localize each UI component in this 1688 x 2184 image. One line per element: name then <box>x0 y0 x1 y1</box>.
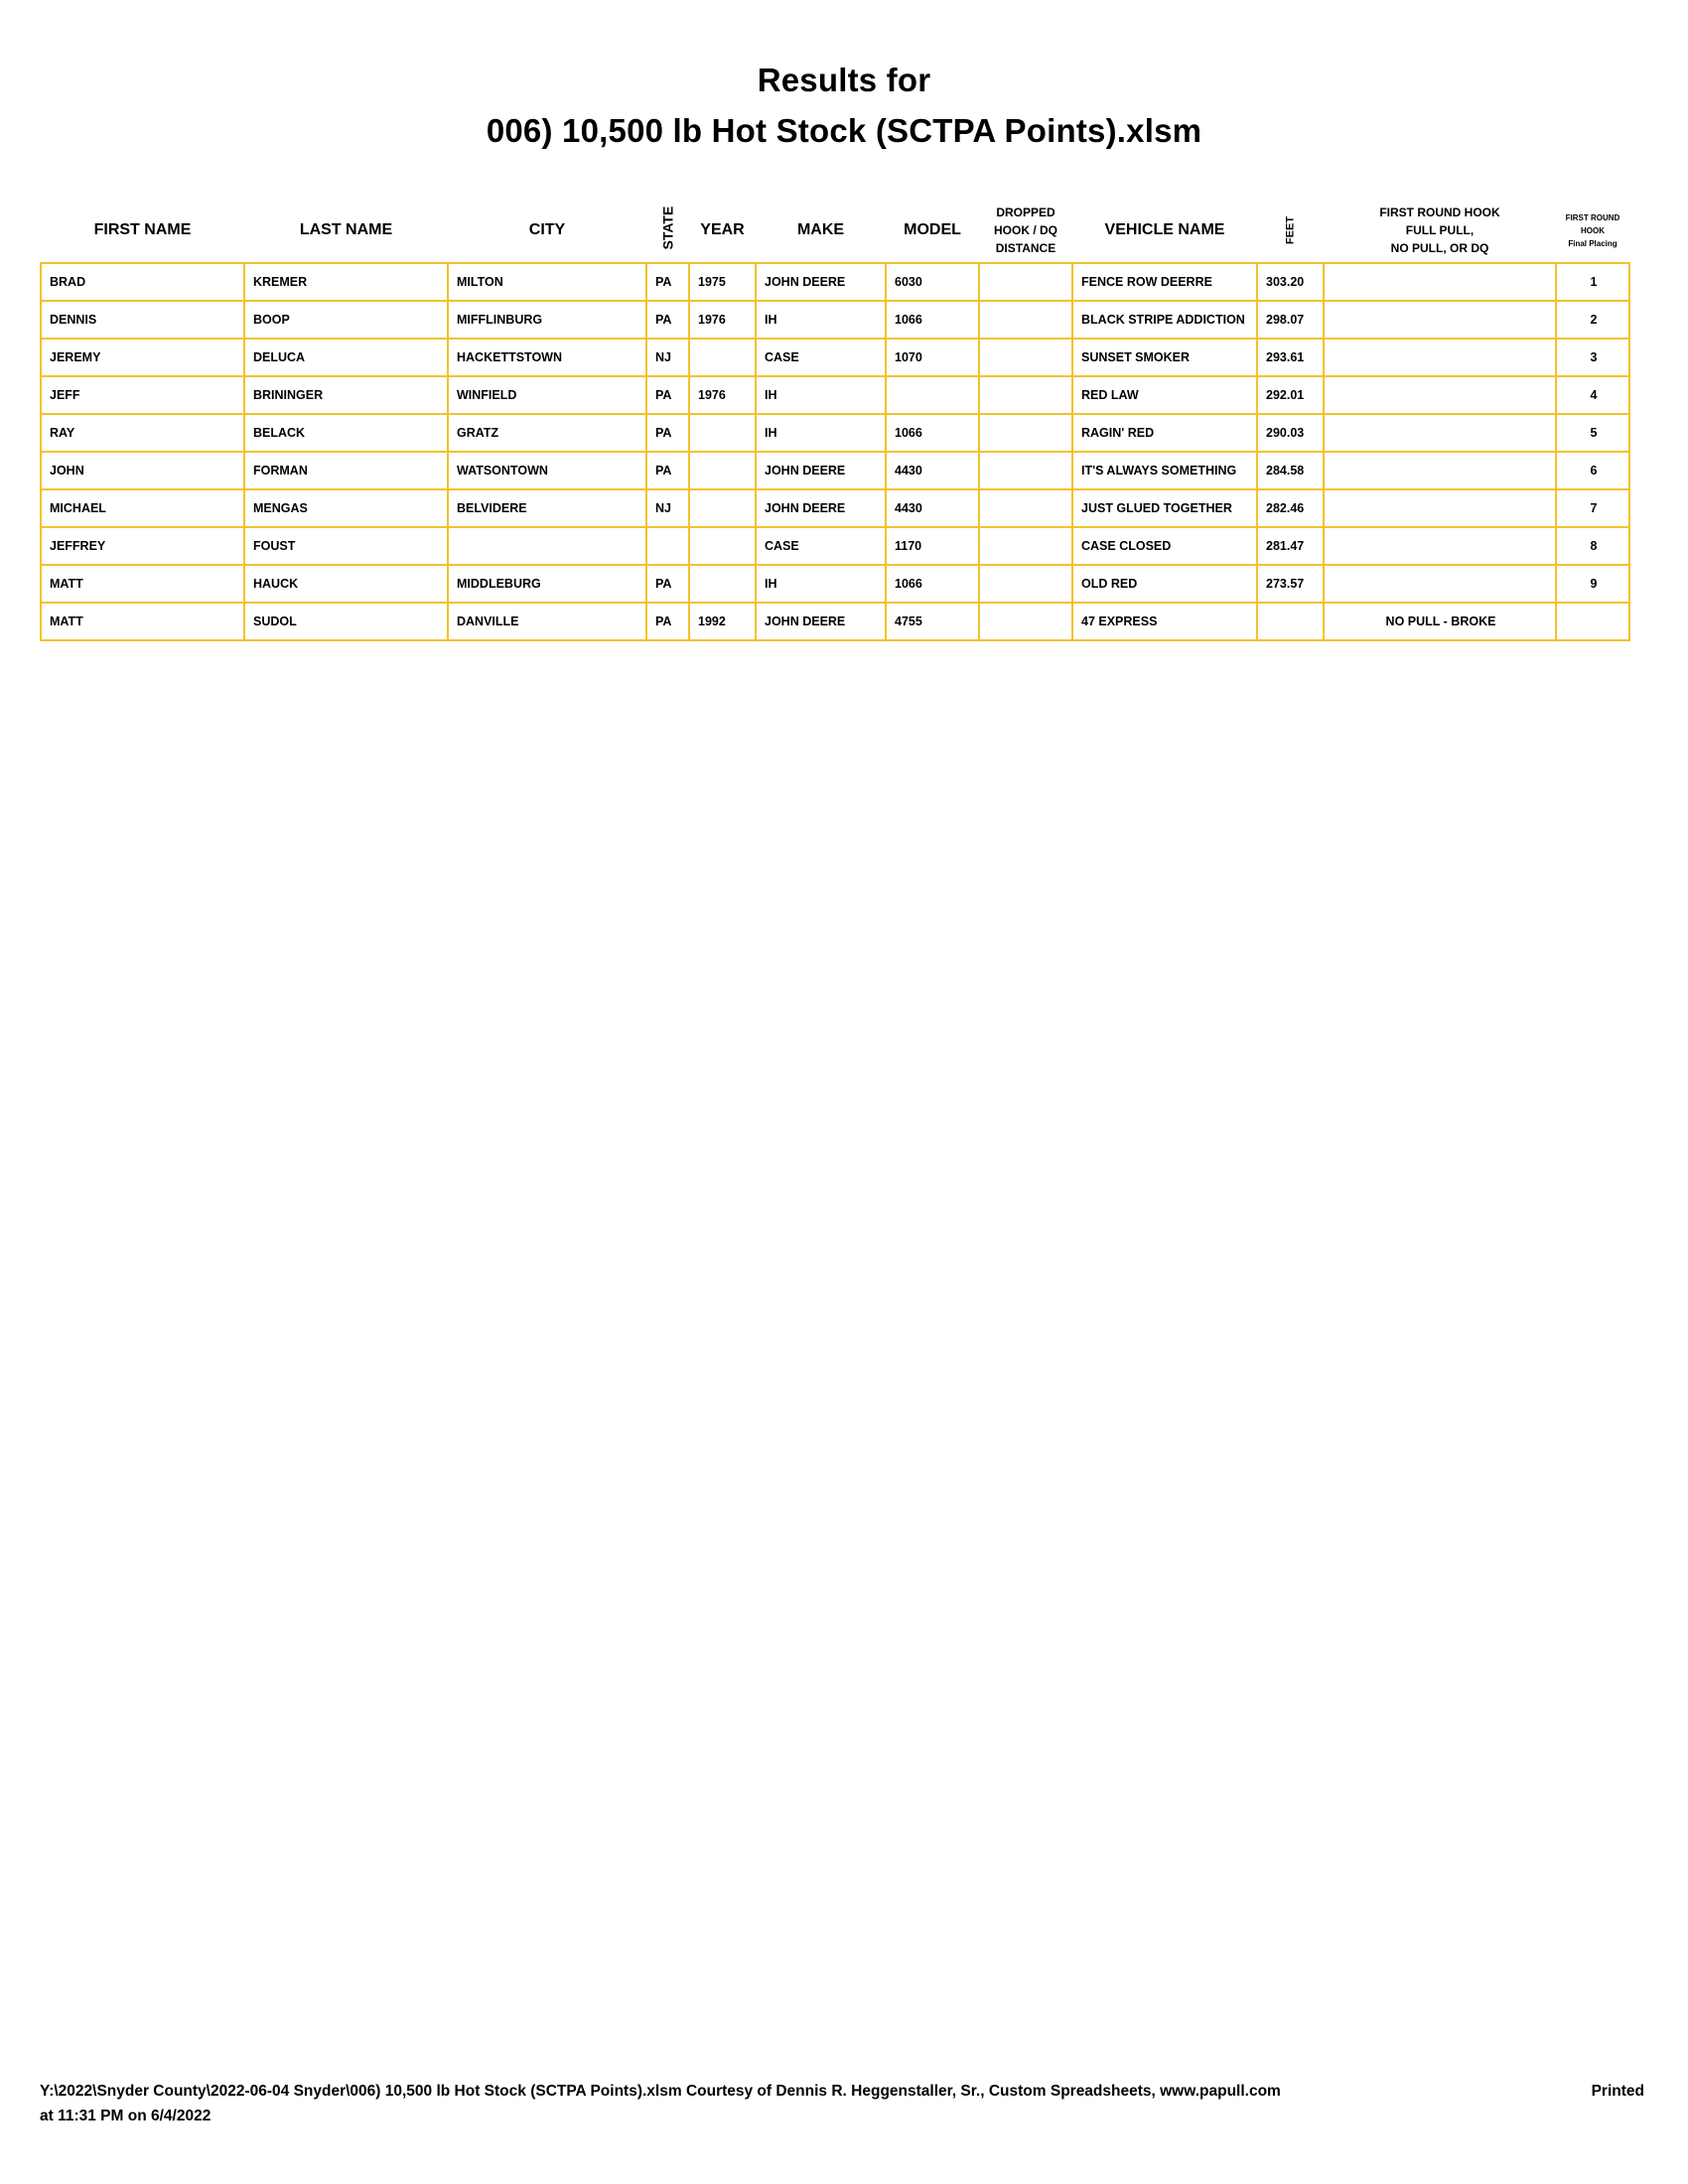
cell-first-name: MATT <box>41 565 244 603</box>
cell-vehicle-name: SUNSET SMOKER <box>1072 339 1257 376</box>
cell-dropped-hook <box>979 376 1072 414</box>
cell-final-placing <box>1556 603 1629 640</box>
cell-dropped-hook <box>979 263 1072 301</box>
cell-first-name: MICHAEL <box>41 489 244 527</box>
header-feet-label: FEET <box>1284 215 1297 245</box>
header-placing-line-3: Final Placing <box>1568 238 1618 248</box>
cell-first-name: MATT <box>41 603 244 640</box>
cell-final-placing: 7 <box>1556 489 1629 527</box>
cell-first-round-status <box>1324 414 1556 452</box>
header-vehicle-name: VEHICLE NAME <box>1104 221 1225 238</box>
cell-final-placing: 3 <box>1556 339 1629 376</box>
header-make: MAKE <box>796 221 845 238</box>
cell-final-placing: 6 <box>1556 452 1629 489</box>
cell-model <box>886 376 979 414</box>
cell-city: HACKETTSTOWN <box>448 339 646 376</box>
header-placing-line-2: HOOK <box>1581 225 1605 235</box>
cell-city: BELVIDERE <box>448 489 646 527</box>
cell-last-name: MENGAS <box>244 489 448 527</box>
header-last-name: LAST NAME <box>299 221 393 238</box>
cell-vehicle-name: OLD RED <box>1072 565 1257 603</box>
header-year: YEAR <box>700 221 745 238</box>
cell-first-round-status <box>1324 376 1556 414</box>
cell-first-round-status <box>1324 565 1556 603</box>
cell-model: 6030 <box>886 263 979 301</box>
page-footer <box>40 2079 1648 2128</box>
header-first-round-hook <box>1324 199 1556 263</box>
cell-year: 1975 <box>689 263 756 301</box>
cell-final-placing: 5 <box>1556 414 1629 452</box>
cell-feet: 293.61 <box>1257 339 1324 376</box>
results-table <box>40 199 1630 641</box>
cell-year <box>689 565 756 603</box>
cell-last-name: SUDOL <box>244 603 448 640</box>
cell-year <box>689 527 756 565</box>
table-row <box>41 565 1629 603</box>
cell-make: JOHN DEERE <box>756 452 886 489</box>
cell-first-name: RAY <box>41 414 244 452</box>
cell-first-name: JEFFREY <box>41 527 244 565</box>
cell-dropped-hook <box>979 414 1072 452</box>
cell-last-name: DELUCA <box>244 339 448 376</box>
cell-state: PA <box>646 565 689 603</box>
cell-first-round-status <box>1324 339 1556 376</box>
cell-make: JOHN DEERE <box>756 603 886 640</box>
cell-first-name: JOHN <box>41 452 244 489</box>
cell-vehicle-name: JUST GLUED TOGETHER <box>1072 489 1257 527</box>
cell-model: 1066 <box>886 414 979 452</box>
cell-dropped-hook <box>979 527 1072 565</box>
header-first-round-line-1: FIRST ROUND HOOK <box>1379 205 1500 219</box>
cell-state <box>646 527 689 565</box>
cell-make: IH <box>756 414 886 452</box>
cell-city: MIDDLEBURG <box>448 565 646 603</box>
header-model: MODEL <box>904 221 961 238</box>
cell-state: PA <box>646 263 689 301</box>
header-state-label: STATE <box>659 205 676 250</box>
cell-last-name: HAUCK <box>244 565 448 603</box>
cell-make: CASE <box>756 527 886 565</box>
cell-feet: 273.57 <box>1257 565 1324 603</box>
cell-final-placing: 8 <box>1556 527 1629 565</box>
cell-feet: 290.03 <box>1257 414 1324 452</box>
footer-printed-time: at 11:31 PM on 6/4/2022 <box>40 2108 211 2124</box>
cell-year: 1992 <box>689 603 756 640</box>
cell-final-placing: 4 <box>1556 376 1629 414</box>
cell-first-round-status <box>1324 452 1556 489</box>
cell-city: MIFFLINBURG <box>448 301 646 339</box>
cell-feet: 292.01 <box>1257 376 1324 414</box>
cell-dropped-hook <box>979 489 1072 527</box>
cell-dropped-hook <box>979 452 1072 489</box>
cell-vehicle-name: RED LAW <box>1072 376 1257 414</box>
cell-dropped-hook <box>979 603 1072 640</box>
cell-model: 1170 <box>886 527 979 565</box>
cell-final-placing: 9 <box>1556 565 1629 603</box>
cell-first-name: JEREMY <box>41 339 244 376</box>
cell-vehicle-name: 47 EXPRESS <box>1072 603 1257 640</box>
cell-year <box>689 414 756 452</box>
table-row <box>41 263 1629 301</box>
cell-first-round-status <box>1324 527 1556 565</box>
cell-last-name: FOUST <box>244 527 448 565</box>
header-final-placing <box>1556 199 1629 263</box>
cell-city: GRATZ <box>448 414 646 452</box>
cell-make: IH <box>756 301 886 339</box>
cell-city <box>448 527 646 565</box>
cell-state: NJ <box>646 339 689 376</box>
cell-feet: 281.47 <box>1257 527 1324 565</box>
cell-city: DANVILLE <box>448 603 646 640</box>
cell-city: WINFIELD <box>448 376 646 414</box>
cell-last-name: BRININGER <box>244 376 448 414</box>
cell-first-name: JEFF <box>41 376 244 414</box>
cell-year <box>689 452 756 489</box>
header-city: CITY <box>528 221 566 238</box>
header-feet <box>1257 199 1324 263</box>
cell-model: 4755 <box>886 603 979 640</box>
table-row <box>41 527 1629 565</box>
cell-state: PA <box>646 301 689 339</box>
cell-year: 1976 <box>689 376 756 414</box>
cell-state: PA <box>646 452 689 489</box>
header-first-round-line-3: NO PULL, OR DQ <box>1390 241 1489 255</box>
cell-dropped-hook <box>979 301 1072 339</box>
header-placing-line-1: FIRST ROUND <box>1565 212 1620 222</box>
table-row <box>41 603 1629 640</box>
cell-year <box>689 339 756 376</box>
cell-first-round-status <box>1324 489 1556 527</box>
table-row <box>41 339 1629 376</box>
header-dropped-line-3: DISTANCE <box>995 241 1056 255</box>
header-dropped-hook <box>979 199 1072 263</box>
cell-city: MILTON <box>448 263 646 301</box>
cell-state: PA <box>646 376 689 414</box>
cell-vehicle-name: IT'S ALWAYS SOMETHING <box>1072 452 1257 489</box>
header-first-round-line-2: FULL PULL, <box>1405 223 1475 237</box>
table-row <box>41 376 1629 414</box>
cell-last-name: KREMER <box>244 263 448 301</box>
cell-final-placing: 1 <box>1556 263 1629 301</box>
page-title-line-2: 006) 10,500 lb Hot Stock (SCTPA Points).xlsm <box>486 112 1202 149</box>
header-dropped-line-1: DROPPED <box>996 205 1055 219</box>
cell-dropped-hook <box>979 565 1072 603</box>
cell-model: 4430 <box>886 452 979 489</box>
cell-feet <box>1257 603 1324 640</box>
cell-feet: 284.58 <box>1257 452 1324 489</box>
cell-final-placing: 2 <box>1556 301 1629 339</box>
cell-state: PA <box>646 414 689 452</box>
cell-vehicle-name: BLACK STRIPE ADDICTION <box>1072 301 1257 339</box>
cell-year: 1976 <box>689 301 756 339</box>
cell-model: 1066 <box>886 301 979 339</box>
cell-state: PA <box>646 603 689 640</box>
cell-last-name: FORMAN <box>244 452 448 489</box>
cell-first-round-status <box>1324 263 1556 301</box>
table-row <box>41 452 1629 489</box>
table-row <box>41 414 1629 452</box>
cell-dropped-hook <box>979 339 1072 376</box>
cell-feet: 282.46 <box>1257 489 1324 527</box>
cell-first-name: BRAD <box>41 263 244 301</box>
cell-model: 1070 <box>886 339 979 376</box>
header-row <box>41 199 1629 263</box>
header-state <box>646 199 689 263</box>
cell-feet: 303.20 <box>1257 263 1324 301</box>
cell-make: JOHN DEERE <box>756 489 886 527</box>
cell-model: 4430 <box>886 489 979 527</box>
cell-vehicle-name: FENCE ROW DEERRE <box>1072 263 1257 301</box>
cell-first-round-status: NO PULL - BROKE <box>1324 603 1556 640</box>
cell-year <box>689 489 756 527</box>
cell-make: IH <box>756 376 886 414</box>
cell-first-round-status <box>1324 301 1556 339</box>
cell-model: 1066 <box>886 565 979 603</box>
cell-city: WATSONTOWN <box>448 452 646 489</box>
cell-last-name: BELACK <box>244 414 448 452</box>
footer-file-path: Y:\2022\Snyder County\2022-06-04 Snyder\006) 10,500 lb Hot Stock (SCTPA Points).xlsm Courtesy of Dennis R. Heggenstaller, Sr., Custom Spreadsheets, www.papull.com <box>40 2083 1281 2100</box>
table-row <box>41 301 1629 339</box>
cell-last-name: BOOP <box>244 301 448 339</box>
page-title-line-1: Results for <box>757 62 931 98</box>
cell-make: CASE <box>756 339 886 376</box>
cell-vehicle-name: CASE CLOSED <box>1072 527 1257 565</box>
table-row <box>41 489 1629 527</box>
cell-vehicle-name: RAGIN' RED <box>1072 414 1257 452</box>
header-dropped-line-2: HOOK / DQ <box>993 223 1057 237</box>
footer-printed-label: Printed <box>1591 2083 1644 2100</box>
cell-state: NJ <box>646 489 689 527</box>
cell-make: JOHN DEERE <box>756 263 886 301</box>
cell-feet: 298.07 <box>1257 301 1324 339</box>
cell-make: IH <box>756 565 886 603</box>
header-first-name: FIRST NAME <box>93 221 192 238</box>
cell-first-name: DENNIS <box>41 301 244 339</box>
